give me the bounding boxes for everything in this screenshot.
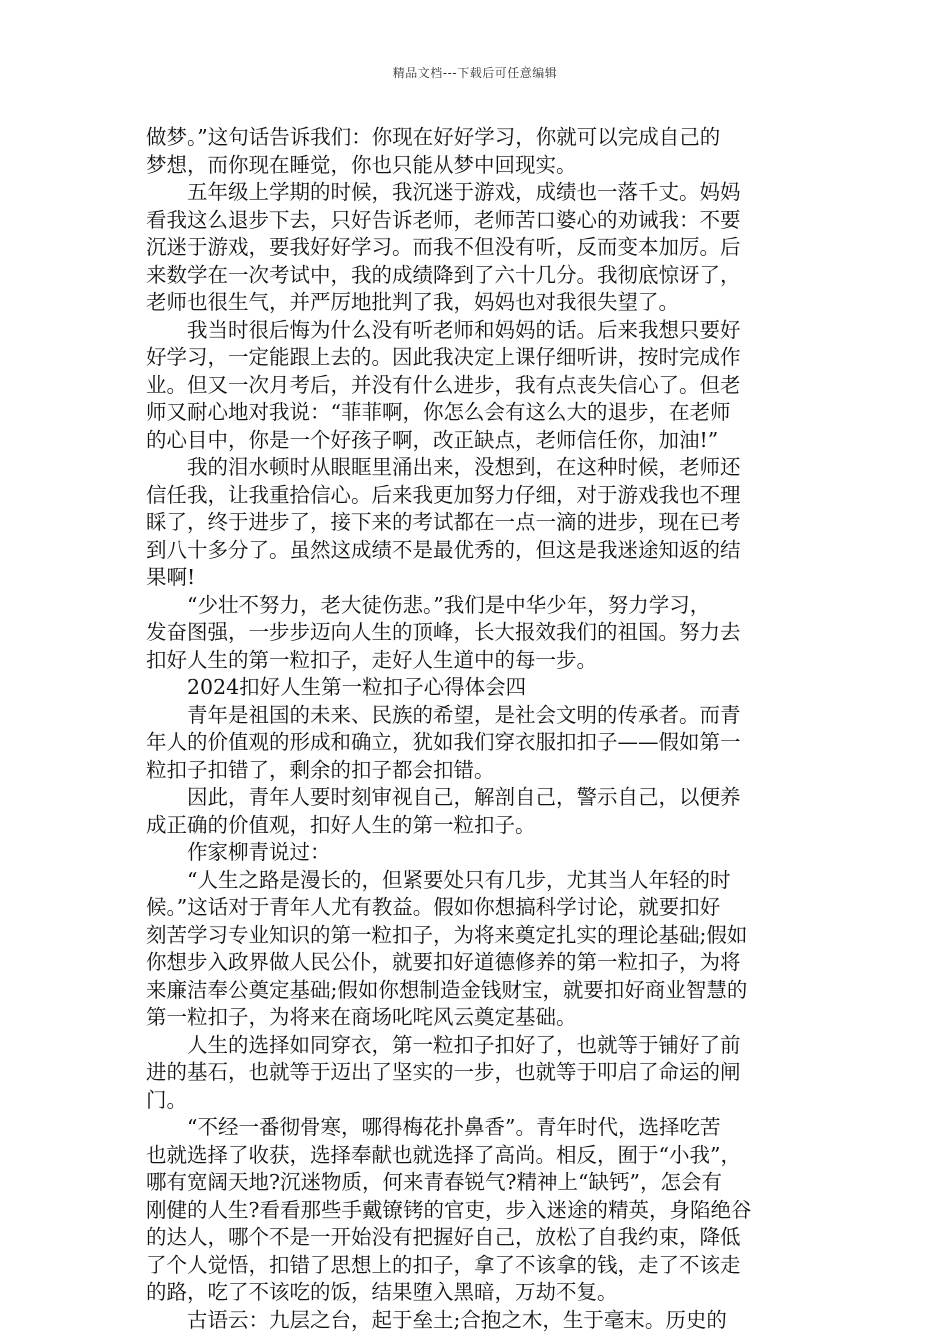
text-line: 因此，青年人要时刻审视自己，解剖自己，警示自己，以便养 [146,785,741,809]
text-line: 我当时很后悔为什么没有听老师和妈妈的话。后来我想只要好 [146,317,741,342]
text-line: 沉迷于游戏，要我好好学习。而我不但没有听，反而变本加厉。后 [146,235,741,259]
text-line: 门。 [146,1087,187,1112]
text-line: 扣好人生的第一粒扣子，走好人生道中的每一步。 [146,647,597,672]
document-body [146,124,814,1334]
text-line: 进的基石，也就等于迈出了坚实的一步，也就等于叩启了命运的闸 [146,1060,741,1084]
text-line: 的达人，哪个不是一开始没有把握好自己，放松了自我约束，降低 [146,1225,741,1249]
text-line: 睬了，终于进步了，接下来的考试都在一点一滴的进步，现在已考 [146,510,741,534]
text-line: 来廉洁奉公奠定基础;假如你想制造金钱财宝，就要扣好商业智慧的 [146,977,748,1002]
text-line: 师又耐心地对我说：“菲菲啊，你怎么会有这么大的退步，在老师 [146,400,731,424]
text-line: “少壮不努力，老大徒伤悲。”我们是中华少年，努力学习， [146,592,711,617]
text-line: 了个人觉悟，扣错了思想上的扣子，拿了不该拿的钱，走了不该走 [146,1252,741,1277]
text-line: 年人的价值观的形成和确立，犹如我们穿衣服扣扣子——假如第一 [146,730,741,754]
text-line: 我的泪水顿时从眼眶里涌出来，没想到，在这种时候，老师还 [146,455,741,479]
text-line: 的心目中，你是一个好孩子啊，改正缺点，老师信任你，加油!” [146,427,719,452]
text-line: 的路，吃了不该吃的饭，结果堕入黑暗，万劫不复。 [146,1280,618,1304]
text-line: 来数学在一次考试中，我的成绩降到了六十几分。我彻底惊讶了， [146,262,741,287]
text-line: 五年级上学期的时候，我沉迷于游戏，成绩也一落千丈。妈妈 [146,180,741,204]
text-line: 你想步入政界做人民公仆，就要扣好道德修养的第一粒扣子，为将 [146,950,741,974]
text-line: 哪有宽阔天地?沉迷物质，何来青春锐气?精神上“缺钙”，怎会有 [146,1170,722,1194]
text-line: 作家柳青说过： [146,840,331,864]
text-line: 梦想，而你现在睡觉，你也只能从梦中回现实。 [146,152,577,177]
text-line: 业。但又一次月考后，并没有什么进步，我有点丧失信心了。但老 [146,372,741,397]
text-line: 青年是祖国的未来、民族的希望，是社会文明的传承者。而青 [146,702,741,727]
text-line: 也就选择了收获，选择奉献也就选择了高尚。相反，囿于“小我”， [146,1142,741,1167]
text-line: 候。”这话对于青年人尤有教益。假如你想搞科学讨论，就要扣好 [146,895,721,919]
text-line: 刻苦学习专业知识的第一粒扣子，为将来奠定扎实的理论基础;假如 [146,922,748,947]
text-line: 刚健的人生?看看那些手戴镣铐的官吏，步入迷途的精英，身陷绝谷 [146,1197,752,1222]
text-line: 好学习，一定能跟上去的。因此我决定上课仔细听讲，按时完成作 [146,345,741,369]
text-line: 成正确的价值观，扣好人生的第一粒扣子。 [146,812,536,837]
text-line: 发奋图强，一步步迈向人生的顶峰，长大报效我们的祖国。努力去 [146,620,741,644]
text-line: “不经一番彻骨寒，哪得梅花扑鼻香”。青年时代，选择吃苦 [146,1115,721,1139]
text-line: 粒扣子扣错了，剩余的扣子都会扣错。 [146,757,495,782]
text-line: 古语云：九层之台，起于垒土;合抱之木，生于毫末。历史的 [146,1307,727,1332]
text-line: 看我这么退步下去，只好告诉老师，老师苦口婆心的劝诫我：不要 [146,207,741,232]
text-line: 2024扣好人生第一粒扣子心得体会四 [146,675,527,699]
text-line: 到八十多分了。虽然这成绩不是最优秀的，但这是我迷途知返的结 [146,537,741,562]
text-line: 人生的选择如同穿衣，第一粒扣子扣好了，也就等于铺好了前 [146,1032,741,1057]
text-line: 老师也很生气，并严厉地批判了我，妈妈也对我很失望了。 [146,290,679,314]
text-line: 信任我，让我重拾信心。后来我更加努力仔细，对于游戏我也不理 [146,482,741,507]
text-line: 做梦。”这句话告诉我们：你现在好好学习，你就可以完成自己的 [146,125,721,149]
text-line: 第一粒扣子，为将来在商场叱咤风云奠定基础。 [146,1005,577,1029]
page-header: 精品文档---下载后可任意编辑 [392,66,558,80]
text-line: “人生之路是漫长的，但紧要处只有几步，尤其当人年轻的时 [146,867,731,892]
text-line: 果啊! [146,565,196,589]
